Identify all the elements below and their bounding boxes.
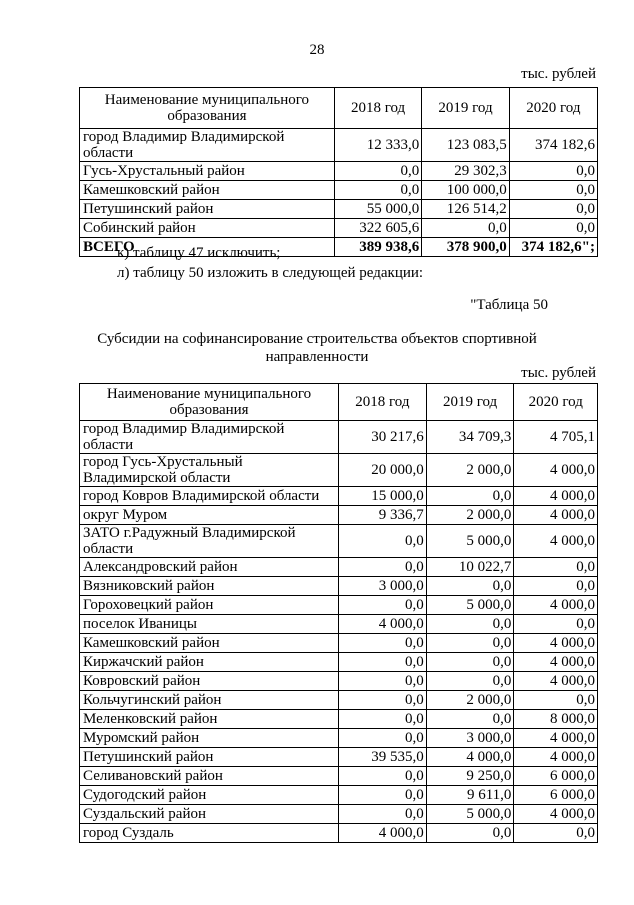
row-name-cell: Петушинский район: [80, 200, 335, 219]
table-row: [80, 767, 598, 786]
row-value-cell: 4 000,0: [514, 487, 598, 506]
row-value-cell: 0,0: [334, 181, 421, 200]
row-value-cell: 0,0: [514, 691, 598, 710]
table-row: [80, 506, 598, 525]
row-name-cell: город Гусь-Хрустальный Владимирской области: [80, 454, 339, 487]
table-row: [80, 634, 598, 653]
row-value-cell: 3 000,0: [426, 729, 514, 748]
row-name-cell: Вязниковский район: [80, 577, 339, 596]
row-value-cell: 34 709,3: [426, 421, 514, 454]
table2-header-name: Наименование муниципального образования: [80, 384, 339, 421]
table1-header-2019: 2019 год: [422, 88, 509, 129]
row-value-cell: 9 611,0: [426, 786, 514, 805]
row-value-cell: 0,0: [514, 577, 598, 596]
table1-header-2018: 2018 год: [334, 88, 421, 129]
row-name-cell: Суздальский район: [80, 805, 339, 824]
row-value-cell: 3 000,0: [339, 577, 427, 596]
row-value-cell: 0,0: [334, 162, 421, 181]
table-row: [80, 786, 598, 805]
row-value-cell: 0,0: [509, 219, 597, 238]
row-value-cell: 20 000,0: [339, 454, 427, 487]
row-value-cell: 0,0: [426, 634, 514, 653]
row-value-cell: 5 000,0: [426, 805, 514, 824]
row-value-cell: 0,0: [339, 805, 427, 824]
table2-header-2018: 2018 год: [339, 384, 427, 421]
row-name-cell: Киржачский район: [80, 653, 339, 672]
row-name-cell: Камешковский район: [80, 181, 335, 200]
total-value-cell: 378 900,0: [422, 238, 509, 257]
row-value-cell: 0,0: [339, 786, 427, 805]
row-value-cell: 0,0: [426, 653, 514, 672]
row-value-cell: 0,0: [339, 672, 427, 691]
row-value-cell: 0,0: [339, 710, 427, 729]
row-name-cell: город Ковров Владимирской области: [80, 487, 339, 506]
row-value-cell: 10 022,7: [426, 558, 514, 577]
row-value-cell: 4 705,1: [514, 421, 598, 454]
row-value-cell: 6 000,0: [514, 786, 598, 805]
row-value-cell: 4 000,0: [514, 653, 598, 672]
row-value-cell: 0,0: [339, 653, 427, 672]
table1-header-row: [80, 88, 598, 129]
table1: [79, 87, 598, 257]
table-row: [80, 748, 598, 767]
table-row: [80, 162, 598, 181]
row-value-cell: 4 000,0: [514, 748, 598, 767]
row-value-cell: 0,0: [422, 219, 509, 238]
row-value-cell: 5 000,0: [426, 596, 514, 615]
table-row: [80, 691, 598, 710]
row-name-cell: Муромский район: [80, 729, 339, 748]
row-value-cell: 123 083,5: [422, 129, 509, 162]
table-label: "Таблица 50: [470, 297, 548, 313]
row-value-cell: 0,0: [339, 596, 427, 615]
row-value-cell: 2 000,0: [426, 454, 514, 487]
table-row: [80, 558, 598, 577]
table-row: [80, 577, 598, 596]
table-row: [80, 200, 598, 219]
row-name-cell: поселок Иваницы: [80, 615, 339, 634]
row-value-cell: 4 000,0: [514, 596, 598, 615]
row-value-cell: 4 000,0: [514, 729, 598, 748]
table2-header-2019: 2019 год: [426, 384, 514, 421]
table-row: [80, 729, 598, 748]
row-value-cell: 0,0: [514, 558, 598, 577]
row-value-cell: 0,0: [426, 824, 514, 843]
total-value-cell: 389 938,6: [334, 238, 421, 257]
row-value-cell: 322 605,6: [334, 219, 421, 238]
row-value-cell: 0,0: [426, 710, 514, 729]
row-value-cell: 0,0: [339, 767, 427, 786]
row-value-cell: 4 000,0: [514, 454, 598, 487]
table1-header-2020: 2020 год: [509, 88, 597, 129]
row-value-cell: 6 000,0: [514, 767, 598, 786]
table-row: [80, 181, 598, 200]
table1-units: тыс. рублей: [521, 66, 596, 82]
row-value-cell: 0,0: [509, 181, 597, 200]
row-value-cell: 0,0: [339, 729, 427, 748]
table-row: [80, 421, 598, 454]
row-value-cell: 2 000,0: [426, 691, 514, 710]
row-name-cell: Гороховецкий район: [80, 596, 339, 615]
row-value-cell: 0,0: [509, 162, 597, 181]
row-value-cell: 8 000,0: [514, 710, 598, 729]
table-row: [80, 596, 598, 615]
row-value-cell: 4 000,0: [514, 506, 598, 525]
total-value-cell: 374 182,6";: [509, 238, 597, 257]
row-name-cell: город Владимир Владимирской области: [80, 129, 335, 162]
row-value-cell: 0,0: [426, 615, 514, 634]
row-value-cell: 126 514,2: [422, 200, 509, 219]
table-row: [80, 525, 598, 558]
row-value-cell: 4 000,0: [426, 748, 514, 767]
row-value-cell: 374 182,6: [509, 129, 597, 162]
row-name-cell: Кольчугинский район: [80, 691, 339, 710]
table-row: [80, 653, 598, 672]
table-row: [80, 824, 598, 843]
row-name-cell: Гусь-Хрустальный район: [80, 162, 335, 181]
table2: [79, 383, 598, 843]
page-number: 28: [309, 42, 325, 58]
row-name-cell: Александровский район: [80, 558, 339, 577]
row-value-cell: 30 217,6: [339, 421, 427, 454]
row-value-cell: 0,0: [339, 525, 427, 558]
row-value-cell: 5 000,0: [426, 525, 514, 558]
row-value-cell: 4 000,0: [514, 672, 598, 691]
row-value-cell: 4 000,0: [514, 525, 598, 558]
row-value-cell: 0,0: [339, 634, 427, 653]
row-value-cell: 0,0: [514, 615, 598, 634]
row-value-cell: 4 000,0: [339, 615, 427, 634]
row-value-cell: 0,0: [339, 691, 427, 710]
table2-title: [0, 330, 634, 366]
row-name-cell: город Владимир Владимирской области: [80, 421, 339, 454]
row-value-cell: 0,0: [509, 200, 597, 219]
row-value-cell: 2 000,0: [426, 506, 514, 525]
row-value-cell: 29 302,3: [422, 162, 509, 181]
table-row: [80, 454, 598, 487]
row-value-cell: 0,0: [426, 577, 514, 596]
row-value-cell: 9 336,7: [339, 506, 427, 525]
table-row: [80, 487, 598, 506]
row-value-cell: 4 000,0: [514, 805, 598, 824]
row-name-cell: Ковровский район: [80, 672, 339, 691]
row-value-cell: 0,0: [426, 672, 514, 691]
row-value-cell: 12 333,0: [334, 129, 421, 162]
table2-header-2020: 2020 год: [514, 384, 598, 421]
row-value-cell: 39 535,0: [339, 748, 427, 767]
table-row: [80, 672, 598, 691]
row-value-cell: 4 000,0: [514, 634, 598, 653]
instruction-k: к) таблицу 47 исключить;: [117, 245, 281, 261]
row-name-cell: город Суздаль: [80, 824, 339, 843]
row-value-cell: 100 000,0: [422, 181, 509, 200]
row-value-cell: 0,0: [514, 824, 598, 843]
table-row: [80, 805, 598, 824]
table2-title-text: Субсидии на софинансирование строительства объектов спортивной направленности: [97, 331, 537, 365]
row-name-cell: Камешковский район: [80, 634, 339, 653]
table1-header-name: Наименование муниципального образования: [80, 88, 335, 129]
row-name-cell: Судогодский район: [80, 786, 339, 805]
row-name-cell: Меленковский район: [80, 710, 339, 729]
row-name-cell: Собинский район: [80, 219, 335, 238]
instruction-l: л) таблицу 50 изложить в следующей редакции:: [117, 265, 424, 281]
row-name-cell: Селивановский район: [80, 767, 339, 786]
row-value-cell: 55 000,0: [334, 200, 421, 219]
table2-units: тыс. рублей: [521, 365, 596, 381]
row-value-cell: 0,0: [339, 558, 427, 577]
row-value-cell: 9 250,0: [426, 767, 514, 786]
table-row: [80, 615, 598, 634]
table-row: [80, 129, 598, 162]
row-name-cell: округ Муром: [80, 506, 339, 525]
table-row: [80, 710, 598, 729]
row-value-cell: 0,0: [426, 487, 514, 506]
row-name-cell: ЗАТО г.Радужный Владимирской области: [80, 525, 339, 558]
row-value-cell: 4 000,0: [339, 824, 427, 843]
row-name-cell: Петушинский район: [80, 748, 339, 767]
table-row: [80, 219, 598, 238]
table2-header-row: [80, 384, 598, 421]
total-label-cell: ВСЕГО: [80, 238, 335, 257]
row-value-cell: 15 000,0: [339, 487, 427, 506]
